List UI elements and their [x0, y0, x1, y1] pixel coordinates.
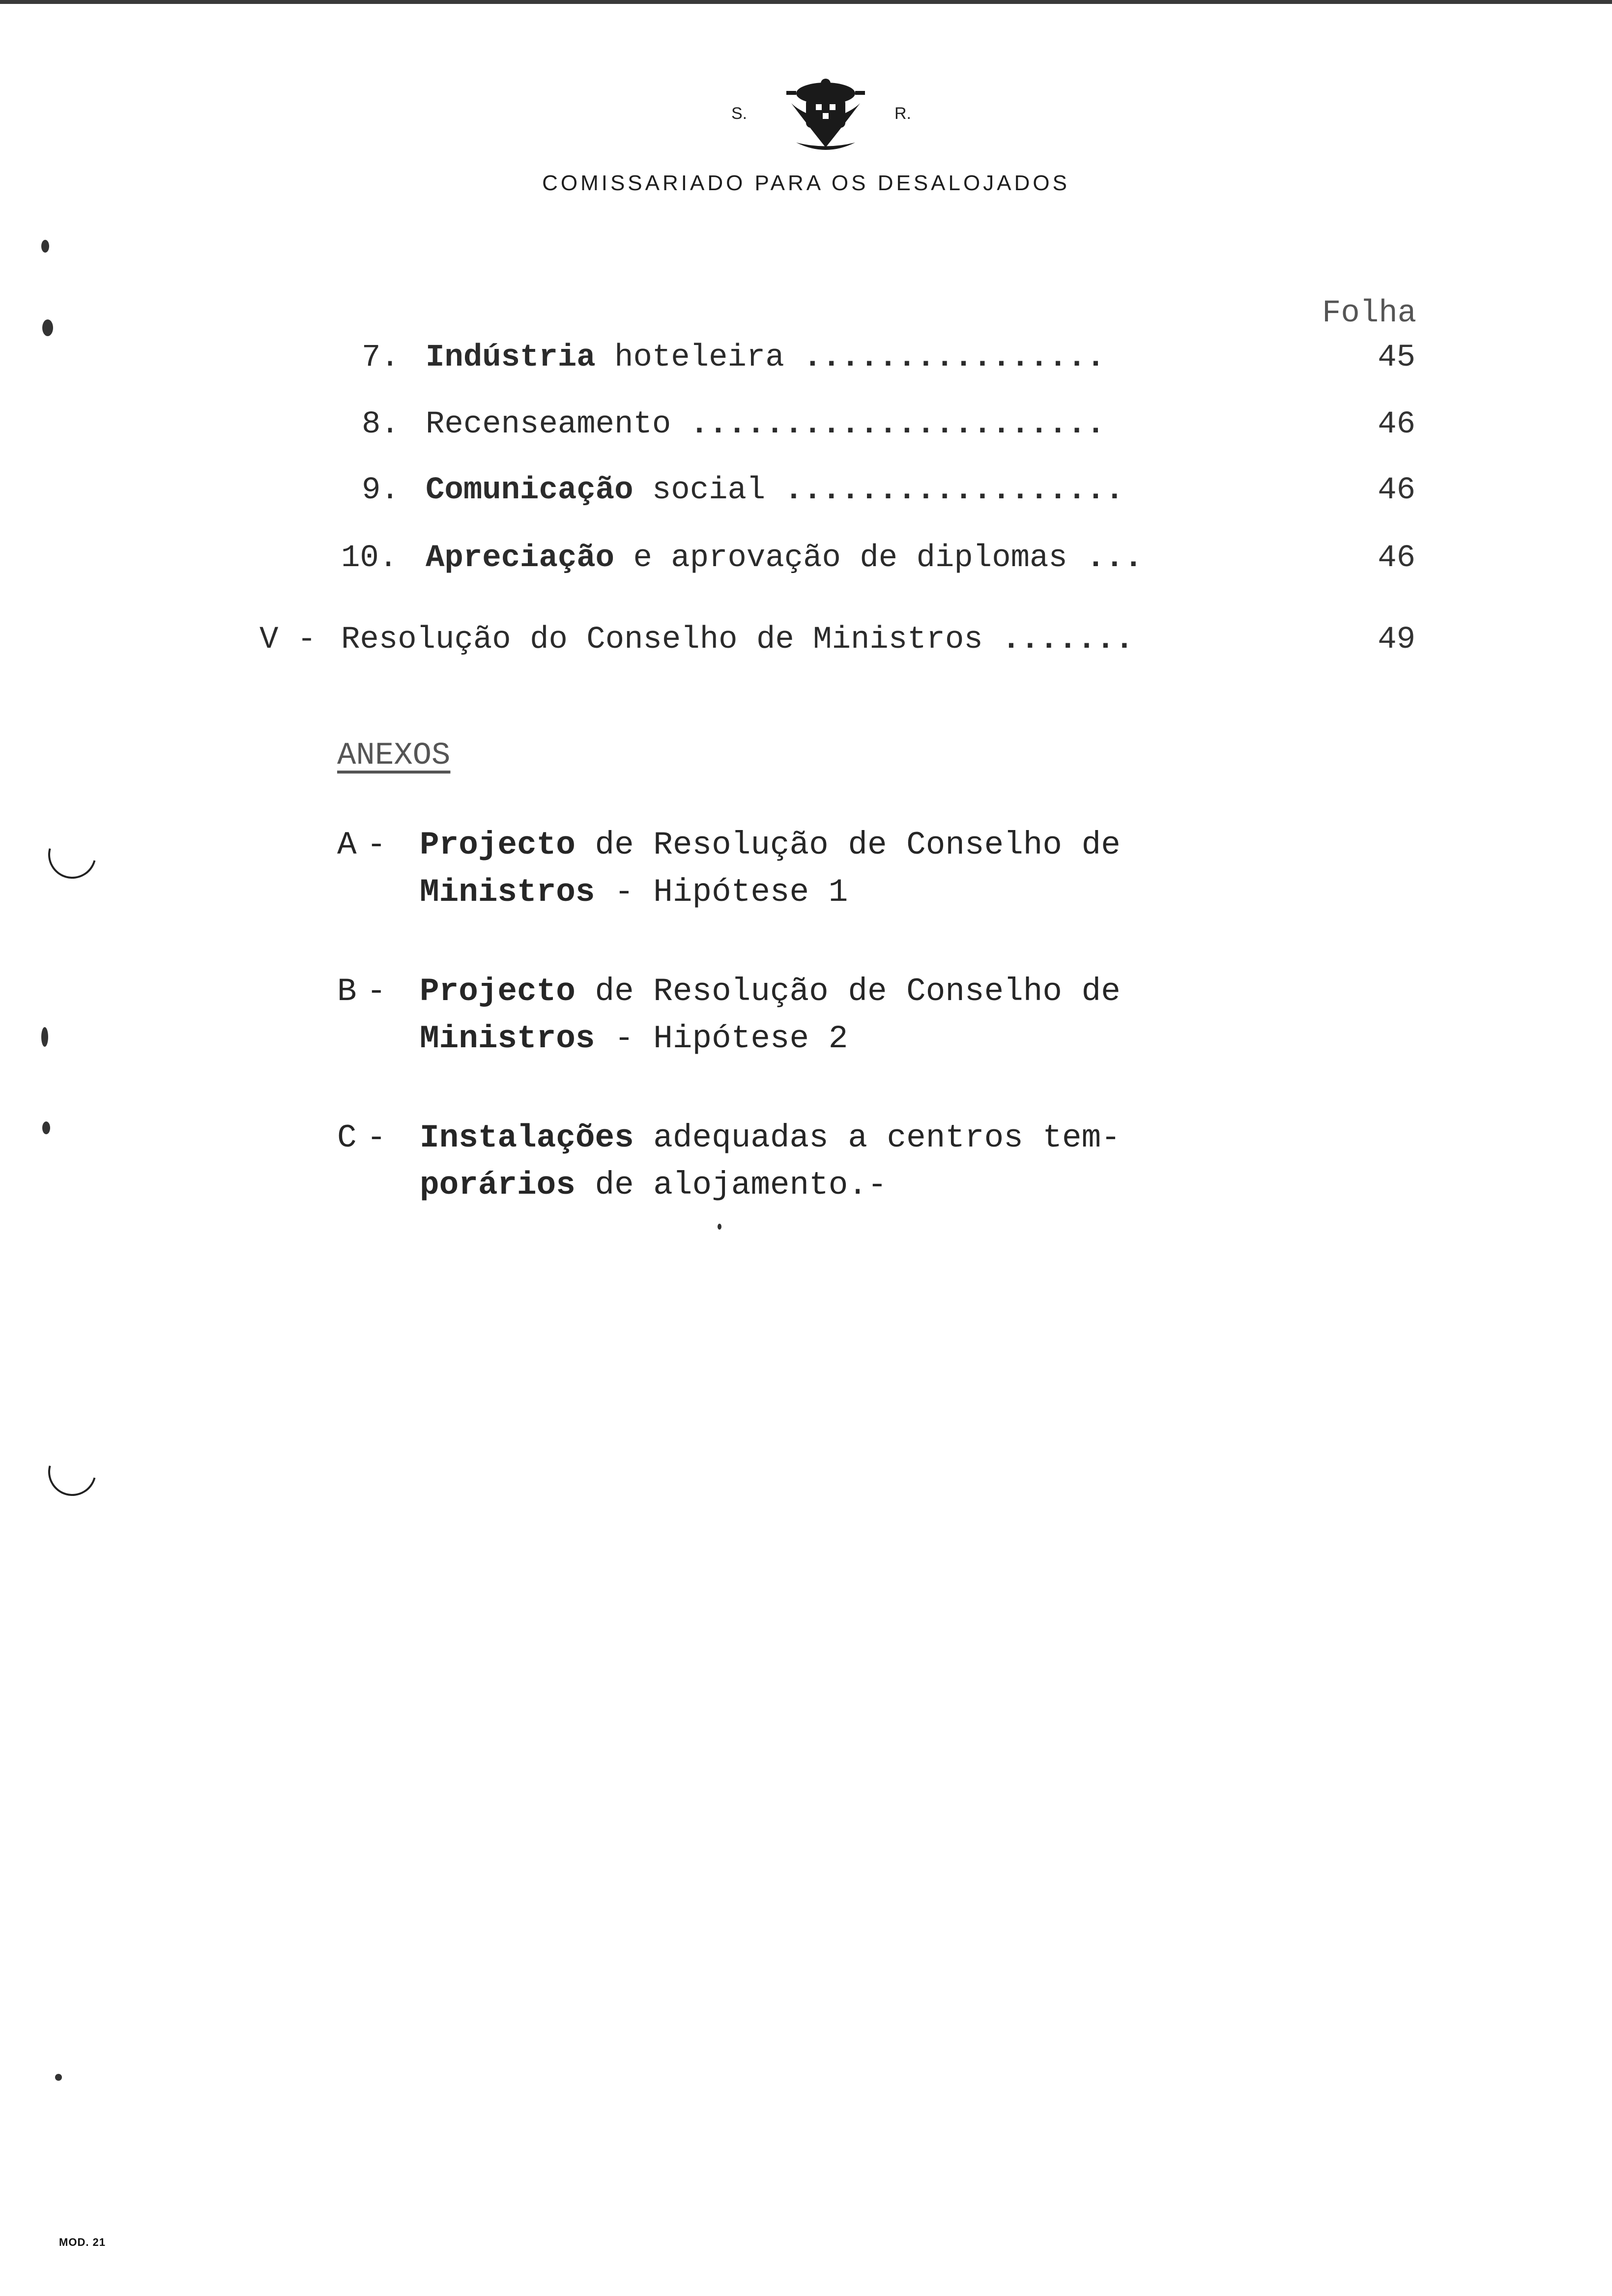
toc-entry-title [426, 473, 1124, 508]
toc-entry-page: 46 [1378, 473, 1415, 508]
toc-entry-page: 45 [1378, 340, 1415, 375]
annex-text [420, 968, 1255, 1062]
toc-entry-page: 46 [1378, 541, 1415, 576]
scan-speck [55, 2074, 62, 2081]
scan-speck [41, 240, 49, 253]
annex-dash: - [367, 827, 386, 863]
toc-entry-title [426, 541, 1143, 576]
toc-entry-title-bold: Apreciação [426, 541, 615, 576]
page-column-header: Folha [1322, 296, 1417, 331]
toc-entry [0, 340, 1612, 384]
top-edge-rule [0, 0, 1612, 4]
toc-entry [0, 473, 1612, 517]
annex-line1-bold: Projecto [420, 827, 576, 863]
organization-name: COMISSARIADO PARA OS DESALOJADOS [542, 171, 1070, 195]
annex-letter: A [337, 827, 357, 863]
toc-entry-title-rest: social [633, 473, 784, 508]
scan-speck [718, 1224, 721, 1230]
annex-dash: - [367, 973, 386, 1010]
annex-text [420, 822, 1255, 916]
scan-speck [42, 1121, 50, 1134]
annex-text [420, 1115, 1255, 1209]
toc-entry-leader: ....... [1002, 622, 1134, 658]
toc-entry [0, 541, 1612, 585]
annex-line1-bold: Projecto [420, 973, 576, 1010]
annex-line2-bold: Ministros [420, 874, 595, 911]
toc-entry-title-bold: Comunicação [426, 473, 633, 508]
form-code: MOD. 21 [59, 2236, 106, 2248]
toc-entry-number: 10. [341, 541, 398, 576]
toc-entry [0, 407, 1612, 451]
toc-entry-leader: ... [1086, 541, 1143, 576]
toc-entry-page: 49 [1378, 622, 1415, 658]
toc-entry-leader: .................. [784, 473, 1124, 508]
punch-hole-mark [39, 822, 105, 888]
toc-entry-title [426, 407, 1105, 442]
annex-line1-rest: de Resolução de Conselho de [575, 973, 1121, 1010]
toc-entry-number: 8. [362, 407, 400, 442]
toc-entry-title [426, 340, 1105, 375]
toc-entry-title-rest: Recenseamento [426, 407, 690, 442]
annex-line2-bold: porários [420, 1167, 576, 1204]
toc-entry-title-rest: Resolução do Conselho de Ministros [341, 622, 1002, 658]
annex-line1-bold: Instalações [420, 1119, 634, 1156]
annex-line2-rest: - Hipótese 1 [595, 874, 848, 911]
annex-line2-rest: de alojamento.- [575, 1167, 887, 1204]
scan-speck [42, 319, 53, 336]
toc-entry-number: 9. [362, 473, 400, 508]
toc-entry [0, 622, 1612, 666]
toc-entry-title-bold: Indústria [426, 340, 596, 375]
annexes-heading: ANEXOS [337, 738, 451, 774]
annex-letter: C [337, 1119, 357, 1156]
toc-entry-number: V - [259, 622, 317, 658]
toc-entry-number: 7. [362, 340, 400, 375]
coat-of-arms-icon [777, 74, 875, 157]
scan-speck [41, 1027, 48, 1047]
annex-line1-rest: adequadas a centros tem- [633, 1119, 1121, 1156]
toc-entry-title [341, 622, 1134, 658]
toc-entry-title-rest: hoteleira [595, 340, 804, 375]
annex-letter: B [337, 973, 357, 1010]
letterhead-left-initial: S. [731, 104, 748, 123]
annex-line2-rest: - Hipótese 2 [595, 1020, 848, 1057]
toc-entry-title-rest: e aprovação de diplomas [614, 541, 1087, 576]
annex-line2-bold: Ministros [420, 1020, 595, 1057]
toc-entry-page: 46 [1378, 407, 1415, 442]
letterhead-right-initial: R. [894, 104, 911, 123]
toc-entry-leader: ...................... [690, 407, 1105, 442]
punch-hole-mark [39, 1439, 105, 1505]
letterhead-emblem-row [722, 74, 919, 167]
annex-dash: - [367, 1119, 386, 1156]
toc-entry-leader: ................ [803, 340, 1105, 375]
annex-line1-rest: de Resolução de Conselho de [575, 827, 1121, 863]
